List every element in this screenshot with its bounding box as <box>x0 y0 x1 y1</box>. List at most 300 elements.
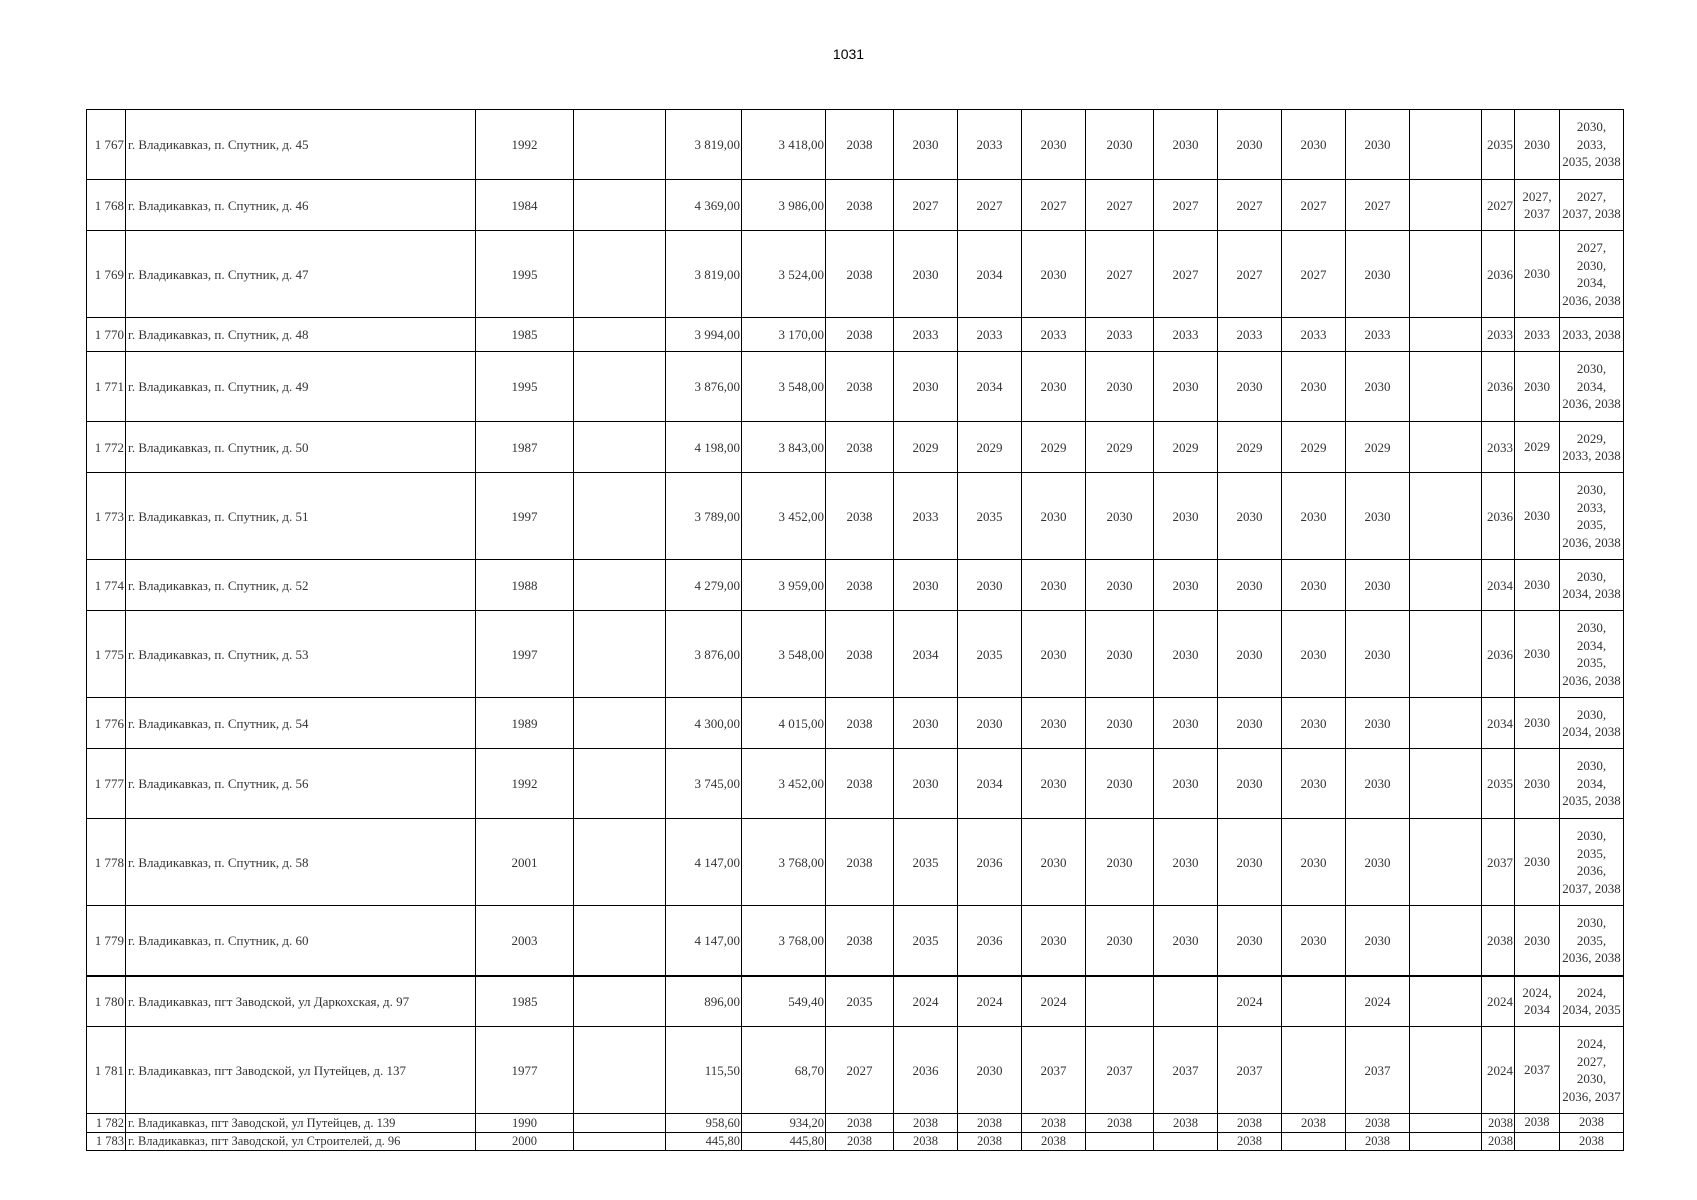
empty-cell <box>574 473 666 560</box>
living-area-cell: 3 768,00 <box>742 819 826 906</box>
year-y10-cell <box>1410 819 1482 906</box>
year-y6-cell: 2033 <box>1154 318 1218 352</box>
empty-cell <box>574 180 666 231</box>
year-y6-cell: 2030 <box>1154 906 1218 976</box>
address-cell: г. Владикавказ, пгт Заводской, ул Строителей, д. 96 <box>126 1132 476 1151</box>
year-y4-cell: 2030 <box>1022 611 1086 698</box>
year-y2-cell: 2027 <box>894 180 958 231</box>
year-y12-cell: 2030 <box>1515 819 1560 906</box>
year-y8-cell: 2030 <box>1282 819 1346 906</box>
year-y12-cell: 2030 <box>1515 110 1560 180</box>
year-y8-cell: 2030 <box>1282 473 1346 560</box>
year-y11-cell: 2036 <box>1482 231 1515 318</box>
year-y1-cell: 2038 <box>826 560 894 611</box>
year-y9-cell: 2029 <box>1346 422 1410 473</box>
year-y7-cell: 2030 <box>1218 611 1282 698</box>
address-cell: г. Владикавказ, пгт Заводской, ул Даркохская, д. 97 <box>126 976 476 1027</box>
address-cell: г. Владикавказ, п. Спутник, д. 51 <box>126 473 476 560</box>
housing-repair-schedule-table <box>86 109 1624 1151</box>
year-y5-cell: 2029 <box>1086 422 1154 473</box>
year-y9-cell: 2030 <box>1346 352 1410 422</box>
address-cell: г. Владикавказ, п. Спутник, д. 49 <box>126 352 476 422</box>
empty-cell <box>574 352 666 422</box>
year-y6-cell: 2030 <box>1154 611 1218 698</box>
row-number-cell: 1 779 <box>87 906 126 976</box>
living-area-cell: 3 418,00 <box>742 110 826 180</box>
empty-cell <box>574 318 666 352</box>
summary-years-cell: 2030, 2034, 2036, 2038 <box>1560 352 1624 422</box>
living-area-cell: 3 452,00 <box>742 749 826 819</box>
year-y2-cell: 2038 <box>894 1114 958 1133</box>
year-y7-cell: 2027 <box>1218 180 1282 231</box>
summary-years-cell: 2030, 2034, 2035, 2036, 2038 <box>1560 611 1624 698</box>
table-row <box>87 1027 1624 1114</box>
living-area-cell: 3 548,00 <box>742 611 826 698</box>
year-y4-cell: 2030 <box>1022 110 1086 180</box>
year-y2-cell: 2038 <box>894 1132 958 1151</box>
year-y7-cell: 2030 <box>1218 906 1282 976</box>
living-area-cell: 3 524,00 <box>742 231 826 318</box>
table-row <box>87 560 1624 611</box>
year-y1-cell: 2038 <box>826 749 894 819</box>
year-y3-cell: 2029 <box>958 422 1022 473</box>
year-y12-cell: 2027, 2037 <box>1515 180 1560 231</box>
total-area-cell: 4 300,00 <box>666 698 742 749</box>
year-y4-cell: 2030 <box>1022 698 1086 749</box>
summary-years-cell: 2038 <box>1560 1114 1624 1133</box>
year-y9-cell: 2030 <box>1346 110 1410 180</box>
total-area-cell: 4 198,00 <box>666 422 742 473</box>
total-area-cell: 3 876,00 <box>666 611 742 698</box>
table-row <box>87 1132 1624 1151</box>
year-y8-cell: 2030 <box>1282 352 1346 422</box>
year-y10-cell <box>1410 749 1482 819</box>
total-area-cell: 445,80 <box>666 1132 742 1151</box>
total-area-cell: 4 279,00 <box>666 560 742 611</box>
year-y11-cell: 2033 <box>1482 318 1515 352</box>
total-area-cell: 4 147,00 <box>666 906 742 976</box>
year-y8-cell: 2029 <box>1282 422 1346 473</box>
year-y3-cell: 2027 <box>958 180 1022 231</box>
year-y8-cell: 2030 <box>1282 698 1346 749</box>
build-year-cell: 1985 <box>476 976 574 1027</box>
year-y5-cell <box>1086 1132 1154 1151</box>
year-y6-cell: 2029 <box>1154 422 1218 473</box>
year-y3-cell: 2038 <box>958 1132 1022 1151</box>
year-y10-cell <box>1410 352 1482 422</box>
year-y6-cell <box>1154 976 1218 1027</box>
build-year-cell: 1988 <box>476 560 574 611</box>
year-y7-cell: 2030 <box>1218 819 1282 906</box>
year-y12-cell: 2038 <box>1515 1114 1560 1133</box>
year-y10-cell <box>1410 611 1482 698</box>
summary-years-cell: 2030, 2034, 2038 <box>1560 698 1624 749</box>
year-y12-cell: 2030 <box>1515 698 1560 749</box>
year-y2-cell: 2035 <box>894 819 958 906</box>
table-row <box>87 611 1624 698</box>
year-y12-cell: 2029 <box>1515 422 1560 473</box>
year-y11-cell: 2036 <box>1482 352 1515 422</box>
year-y6-cell: 2030 <box>1154 819 1218 906</box>
row-number-cell: 1 782 <box>87 1114 126 1133</box>
row-number-cell: 1 768 <box>87 180 126 231</box>
living-area-cell: 3 452,00 <box>742 473 826 560</box>
year-y2-cell: 2030 <box>894 749 958 819</box>
living-area-cell: 3 768,00 <box>742 906 826 976</box>
year-y6-cell: 2030 <box>1154 560 1218 611</box>
year-y8-cell: 2038 <box>1282 1114 1346 1133</box>
year-y9-cell: 2030 <box>1346 611 1410 698</box>
row-number-cell: 1 783 <box>87 1132 126 1151</box>
build-year-cell: 1997 <box>476 611 574 698</box>
year-y6-cell: 2030 <box>1154 749 1218 819</box>
year-y4-cell: 2024 <box>1022 976 1086 1027</box>
year-y11-cell: 2033 <box>1482 422 1515 473</box>
address-cell: г. Владикавказ, п. Спутник, д. 52 <box>126 560 476 611</box>
year-y5-cell: 2038 <box>1086 1114 1154 1133</box>
year-y1-cell: 2038 <box>826 352 894 422</box>
total-area-cell: 958,60 <box>666 1114 742 1133</box>
address-cell: г. Владикавказ, п. Спутник, д. 46 <box>126 180 476 231</box>
year-y2-cell: 2030 <box>894 352 958 422</box>
year-y7-cell: 2030 <box>1218 560 1282 611</box>
year-y2-cell: 2036 <box>894 1027 958 1114</box>
year-y8-cell <box>1282 1027 1346 1114</box>
table-row <box>87 906 1624 976</box>
year-y12-cell: 2030 <box>1515 749 1560 819</box>
year-y9-cell: 2037 <box>1346 1027 1410 1114</box>
year-y10-cell <box>1410 1027 1482 1114</box>
year-y11-cell: 2027 <box>1482 180 1515 231</box>
year-y3-cell: 2036 <box>958 819 1022 906</box>
year-y2-cell: 2033 <box>894 318 958 352</box>
year-y4-cell: 2030 <box>1022 473 1086 560</box>
year-y9-cell: 2038 <box>1346 1114 1410 1133</box>
year-y12-cell: 2030 <box>1515 560 1560 611</box>
year-y8-cell: 2030 <box>1282 749 1346 819</box>
year-y12-cell: 2030 <box>1515 352 1560 422</box>
year-y4-cell: 2030 <box>1022 819 1086 906</box>
empty-cell <box>574 1027 666 1114</box>
year-y10-cell <box>1410 180 1482 231</box>
address-cell: г. Владикавказ, п. Спутник, д. 45 <box>126 110 476 180</box>
empty-cell <box>574 698 666 749</box>
year-y1-cell: 2038 <box>826 906 894 976</box>
year-y5-cell: 2030 <box>1086 819 1154 906</box>
row-number-cell: 1 775 <box>87 611 126 698</box>
year-y5-cell: 2037 <box>1086 1027 1154 1114</box>
summary-years-cell: 2024, 2034, 2035 <box>1560 976 1624 1027</box>
year-y3-cell: 2034 <box>958 231 1022 318</box>
build-year-cell: 1977 <box>476 1027 574 1114</box>
year-y2-cell: 2024 <box>894 976 958 1027</box>
year-y6-cell: 2027 <box>1154 231 1218 318</box>
table-row <box>87 749 1624 819</box>
year-y1-cell: 2038 <box>826 422 894 473</box>
year-y8-cell: 2027 <box>1282 231 1346 318</box>
year-y4-cell: 2030 <box>1022 749 1086 819</box>
summary-years-cell: 2038 <box>1560 1132 1624 1151</box>
year-y12-cell: 2030 <box>1515 231 1560 318</box>
year-y7-cell: 2038 <box>1218 1132 1282 1151</box>
year-y8-cell: 2033 <box>1282 318 1346 352</box>
address-cell: г. Владикавказ, пгт Заводской, ул Путейцев, д. 137 <box>126 1027 476 1114</box>
total-area-cell: 3 789,00 <box>666 473 742 560</box>
address-cell: г. Владикавказ, п. Спутник, д. 60 <box>126 906 476 976</box>
year-y5-cell: 2030 <box>1086 560 1154 611</box>
year-y11-cell: 2038 <box>1482 1132 1515 1151</box>
table-row <box>87 422 1624 473</box>
year-y10-cell <box>1410 698 1482 749</box>
row-number-cell: 1 774 <box>87 560 126 611</box>
table-row <box>87 819 1624 906</box>
year-y7-cell: 2030 <box>1218 110 1282 180</box>
year-y7-cell: 2030 <box>1218 352 1282 422</box>
year-y6-cell: 2030 <box>1154 110 1218 180</box>
row-number-cell: 1 772 <box>87 422 126 473</box>
year-y1-cell: 2038 <box>826 1132 894 1151</box>
address-cell: г. Владикавказ, п. Спутник, д. 54 <box>126 698 476 749</box>
row-number-cell: 1 767 <box>87 110 126 180</box>
build-year-cell: 2003 <box>476 906 574 976</box>
year-y8-cell <box>1282 976 1346 1027</box>
year-y12-cell: 2030 <box>1515 906 1560 976</box>
year-y9-cell: 2033 <box>1346 318 1410 352</box>
row-number-cell: 1 771 <box>87 352 126 422</box>
row-number-cell: 1 777 <box>87 749 126 819</box>
address-cell: г. Владикавказ, п. Спутник, д. 58 <box>126 819 476 906</box>
empty-cell <box>574 1114 666 1133</box>
year-y11-cell: 2034 <box>1482 560 1515 611</box>
year-y1-cell: 2038 <box>826 698 894 749</box>
year-y8-cell: 2027 <box>1282 180 1346 231</box>
year-y10-cell <box>1410 231 1482 318</box>
year-y9-cell: 2030 <box>1346 560 1410 611</box>
year-y5-cell: 2030 <box>1086 473 1154 560</box>
living-area-cell: 4 015,00 <box>742 698 826 749</box>
year-y6-cell: 2038 <box>1154 1114 1218 1133</box>
total-area-cell: 115,50 <box>666 1027 742 1114</box>
year-y5-cell: 2030 <box>1086 352 1154 422</box>
year-y9-cell: 2030 <box>1346 819 1410 906</box>
year-y4-cell: 2030 <box>1022 560 1086 611</box>
year-y8-cell: 2030 <box>1282 906 1346 976</box>
year-y4-cell: 2027 <box>1022 180 1086 231</box>
year-y2-cell: 2035 <box>894 906 958 976</box>
table-row <box>87 110 1624 180</box>
year-y10-cell <box>1410 110 1482 180</box>
year-y4-cell: 2033 <box>1022 318 1086 352</box>
empty-cell <box>574 976 666 1027</box>
build-year-cell: 1985 <box>476 318 574 352</box>
summary-years-cell: 2029, 2033, 2038 <box>1560 422 1624 473</box>
year-y3-cell: 2034 <box>958 352 1022 422</box>
build-year-cell: 1984 <box>476 180 574 231</box>
year-y5-cell: 2030 <box>1086 110 1154 180</box>
year-y8-cell: 2030 <box>1282 611 1346 698</box>
year-y10-cell <box>1410 422 1482 473</box>
year-y6-cell: 2030 <box>1154 698 1218 749</box>
year-y9-cell: 2030 <box>1346 749 1410 819</box>
total-area-cell: 3 819,00 <box>666 110 742 180</box>
year-y7-cell: 2024 <box>1218 976 1282 1027</box>
year-y1-cell: 2038 <box>826 473 894 560</box>
year-y3-cell: 2024 <box>958 976 1022 1027</box>
year-y11-cell: 2037 <box>1482 819 1515 906</box>
table-row <box>87 318 1624 352</box>
summary-years-cell: 2030, 2034, 2035, 2038 <box>1560 749 1624 819</box>
year-y1-cell: 2038 <box>826 110 894 180</box>
year-y9-cell: 2038 <box>1346 1132 1410 1151</box>
empty-cell <box>574 906 666 976</box>
year-y4-cell: 2038 <box>1022 1132 1086 1151</box>
year-y8-cell: 2030 <box>1282 110 1346 180</box>
address-cell: г. Владикавказ, п. Спутник, д. 53 <box>126 611 476 698</box>
year-y2-cell: 2030 <box>894 560 958 611</box>
year-y2-cell: 2029 <box>894 422 958 473</box>
year-y10-cell <box>1410 1132 1482 1151</box>
year-y1-cell: 2038 <box>826 231 894 318</box>
year-y7-cell: 2027 <box>1218 231 1282 318</box>
year-y6-cell: 2027 <box>1154 180 1218 231</box>
row-number-cell: 1 773 <box>87 473 126 560</box>
table-row <box>87 473 1624 560</box>
year-y11-cell: 2038 <box>1482 1114 1515 1133</box>
year-y7-cell: 2029 <box>1218 422 1282 473</box>
year-y11-cell: 2036 <box>1482 473 1515 560</box>
total-area-cell: 4 147,00 <box>666 819 742 906</box>
year-y6-cell: 2037 <box>1154 1027 1218 1114</box>
build-year-cell: 1992 <box>476 749 574 819</box>
year-y8-cell: 2030 <box>1282 560 1346 611</box>
year-y2-cell: 2030 <box>894 698 958 749</box>
year-y6-cell: 2030 <box>1154 352 1218 422</box>
build-year-cell: 1990 <box>476 1114 574 1133</box>
living-area-cell: 934,20 <box>742 1114 826 1133</box>
page-number: 1031 <box>832 46 865 62</box>
year-y3-cell: 2030 <box>958 1027 1022 1114</box>
living-area-cell: 445,80 <box>742 1132 826 1151</box>
year-y3-cell: 2030 <box>958 560 1022 611</box>
year-y5-cell: 2027 <box>1086 180 1154 231</box>
build-year-cell: 2001 <box>476 819 574 906</box>
year-y1-cell: 2038 <box>826 819 894 906</box>
year-y3-cell: 2035 <box>958 473 1022 560</box>
build-year-cell: 1987 <box>476 422 574 473</box>
year-y7-cell: 2038 <box>1218 1114 1282 1133</box>
year-y3-cell: 2033 <box>958 110 1022 180</box>
year-y12-cell: 2024, 2034 <box>1515 976 1560 1027</box>
year-y10-cell <box>1410 318 1482 352</box>
year-y4-cell: 2037 <box>1022 1027 1086 1114</box>
summary-years-cell: 2030, 2035, 2036, 2038 <box>1560 906 1624 976</box>
empty-cell <box>574 110 666 180</box>
living-area-cell: 549,40 <box>742 976 826 1027</box>
year-y1-cell: 2038 <box>826 611 894 698</box>
year-y11-cell: 2035 <box>1482 110 1515 180</box>
year-y7-cell: 2030 <box>1218 698 1282 749</box>
build-year-cell: 2000 <box>476 1132 574 1151</box>
table-row <box>87 352 1624 422</box>
summary-years-cell: 2030, 2035, 2036, 2037, 2038 <box>1560 819 1624 906</box>
address-cell: г. Владикавказ, пгт Заводской, ул Путейцев, д. 139 <box>126 1114 476 1133</box>
year-y9-cell: 2027 <box>1346 180 1410 231</box>
year-y4-cell: 2029 <box>1022 422 1086 473</box>
living-area-cell: 3 986,00 <box>742 180 826 231</box>
table-row <box>87 976 1624 1027</box>
year-y3-cell: 2036 <box>958 906 1022 976</box>
year-y5-cell: 2027 <box>1086 231 1154 318</box>
summary-years-cell: 2030, 2034, 2038 <box>1560 560 1624 611</box>
address-cell: г. Владикавказ, п. Спутник, д. 48 <box>126 318 476 352</box>
empty-cell <box>574 611 666 698</box>
table-row <box>87 180 1624 231</box>
year-y5-cell: 2030 <box>1086 611 1154 698</box>
year-y1-cell: 2038 <box>826 318 894 352</box>
year-y11-cell: 2024 <box>1482 976 1515 1027</box>
year-y10-cell <box>1410 560 1482 611</box>
year-y5-cell: 2030 <box>1086 906 1154 976</box>
year-y2-cell: 2030 <box>894 110 958 180</box>
total-area-cell: 4 369,00 <box>666 180 742 231</box>
year-y8-cell <box>1282 1132 1346 1151</box>
summary-years-cell: 2027, 2030, 2034, 2036, 2038 <box>1560 231 1624 318</box>
year-y6-cell <box>1154 1132 1218 1151</box>
year-y12-cell: 2030 <box>1515 473 1560 560</box>
year-y9-cell: 2030 <box>1346 698 1410 749</box>
build-year-cell: 1995 <box>476 231 574 318</box>
living-area-cell: 3 843,00 <box>742 422 826 473</box>
total-area-cell: 3 994,00 <box>666 318 742 352</box>
living-area-cell: 3 548,00 <box>742 352 826 422</box>
total-area-cell: 3 876,00 <box>666 352 742 422</box>
total-area-cell: 896,00 <box>666 976 742 1027</box>
year-y3-cell: 2030 <box>958 698 1022 749</box>
year-y1-cell: 2027 <box>826 1027 894 1114</box>
year-y11-cell: 2034 <box>1482 698 1515 749</box>
year-y10-cell <box>1410 976 1482 1027</box>
year-y6-cell: 2030 <box>1154 473 1218 560</box>
empty-cell <box>574 560 666 611</box>
total-area-cell: 3 745,00 <box>666 749 742 819</box>
year-y9-cell: 2030 <box>1346 473 1410 560</box>
year-y1-cell: 2035 <box>826 976 894 1027</box>
row-number-cell: 1 778 <box>87 819 126 906</box>
year-y10-cell <box>1410 473 1482 560</box>
row-number-cell: 1 776 <box>87 698 126 749</box>
year-y9-cell: 2024 <box>1346 976 1410 1027</box>
row-number-cell: 1 781 <box>87 1027 126 1114</box>
year-y4-cell: 2030 <box>1022 231 1086 318</box>
year-y9-cell: 2030 <box>1346 906 1410 976</box>
year-y7-cell: 2037 <box>1218 1027 1282 1114</box>
empty-cell <box>574 749 666 819</box>
address-cell: г. Владикавказ, п. Спутник, д. 50 <box>126 422 476 473</box>
year-y1-cell: 2038 <box>826 1114 894 1133</box>
year-y5-cell: 2030 <box>1086 698 1154 749</box>
year-y3-cell: 2034 <box>958 749 1022 819</box>
year-y5-cell: 2030 <box>1086 749 1154 819</box>
address-cell: г. Владикавказ, п. Спутник, д. 47 <box>126 231 476 318</box>
summary-years-cell: 2027, 2037, 2038 <box>1560 180 1624 231</box>
year-y3-cell: 2038 <box>958 1114 1022 1133</box>
year-y3-cell: 2033 <box>958 318 1022 352</box>
summary-years-cell: 2024, 2027, 2030, 2036, 2037 <box>1560 1027 1624 1114</box>
living-area-cell: 68,70 <box>742 1027 826 1114</box>
year-y7-cell: 2030 <box>1218 749 1282 819</box>
build-year-cell: 1992 <box>476 110 574 180</box>
address-cell: г. Владикавказ, п. Спутник, д. 56 <box>126 749 476 819</box>
